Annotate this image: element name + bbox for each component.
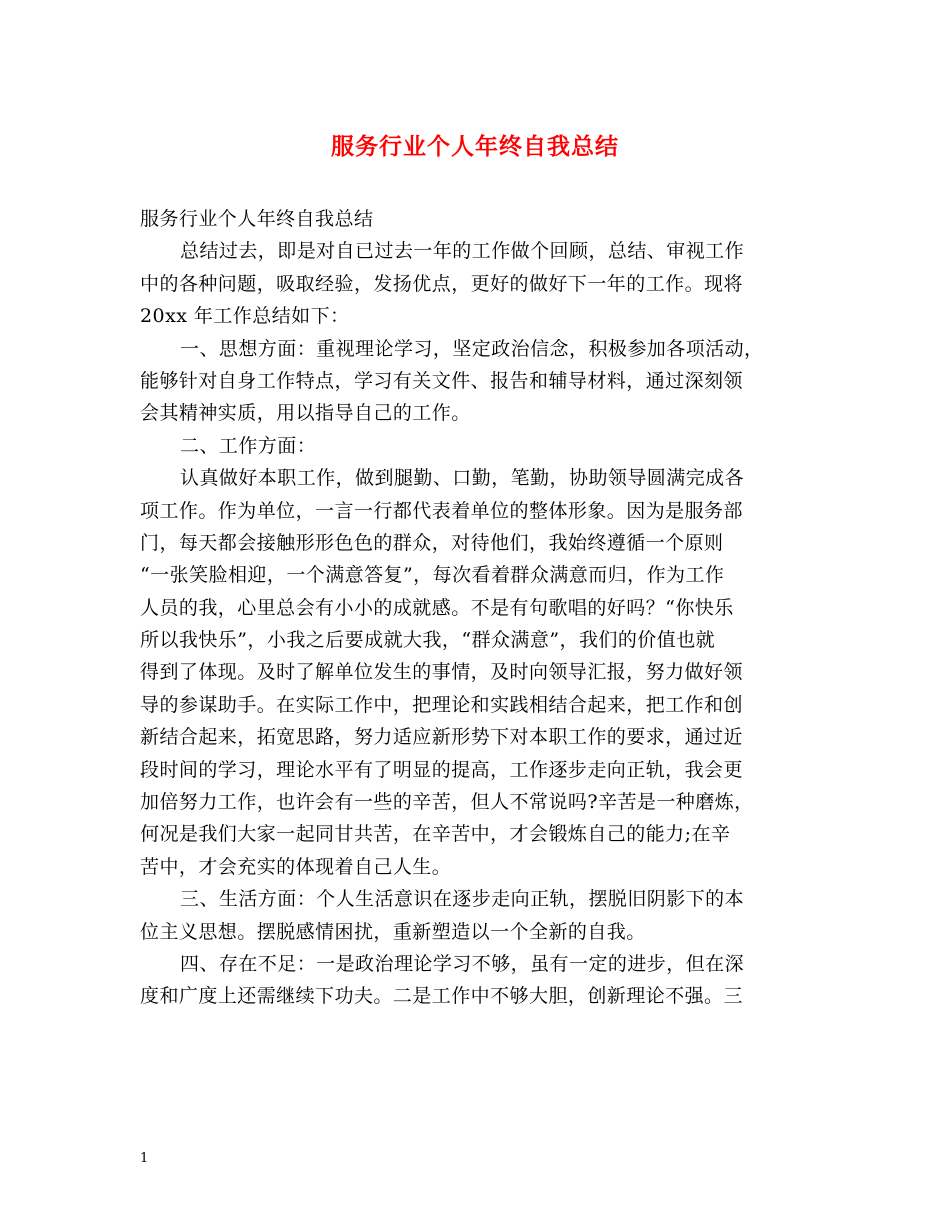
text-line: 何况是我们大家一起同甘共苦，在辛苦中，才会锻炼自己的能力;在辛 — [140, 823, 731, 846]
text-line: 认真做好本职工作，做到腿勤、口勤，笔勤，协助领导圆满完成各 — [180, 467, 745, 490]
body-text — [140, 203, 812, 1013]
page-title: 服务行业个人年终自我总结 — [331, 133, 619, 160]
text-line: 所以我快乐”，小我之后要成就大我，“群众满意”，我们的价值也就 — [140, 629, 716, 652]
text-line: 能够针对自身工作特点，学习有关文件、报告和辅导材料，通过深刻领 — [140, 369, 743, 392]
text-line: “一张笑脸相迎，一个满意答复”，每次看着群众满意而归，作为工作 — [140, 564, 725, 587]
text-line: 项工作。作为单位，一言一行都代表着单位的整体形象。因为是服务部 — [140, 499, 743, 522]
text-line: 服务行业个人年终自我总结 — [140, 208, 374, 230]
text-line: 四、存在不足：一是政治理论学习不够，虽有一定的进步，但在深 — [180, 952, 745, 975]
text-line: 人员的我，心里总会有小小的成就感。不是有句歌唱的好吗？“你快乐 — [140, 596, 734, 619]
text-line: 会其精神实质，用以指导自己的工作。 — [140, 402, 471, 425]
text-line: 三、生活方面：个人生活意识在逐步走向正轨，摆脱旧阴影下的本 — [180, 888, 745, 911]
text-line: 一、思想方面：重视理论学习，坚定政治信念，积极参加各项活动， — [180, 337, 764, 360]
text-line: 新结合起来，拓宽思路，努力适应新形势下对本职工作的要求，通过近 — [140, 726, 743, 749]
text-line: 中的各种问题，吸取经验，发扬优点，更好的做好下一年的工作。现将 — [140, 272, 743, 295]
page-number: 1 — [140, 1151, 149, 1166]
text-line: 总结过去，即是对自已过去一年的工作做个回顾，总结、审视工作 — [180, 240, 745, 263]
text-line: 苦中，才会充实的体现着自己人生。 — [140, 855, 452, 878]
text-line: 20xx 年工作总结如下： — [140, 305, 350, 328]
text-line: 导的参谋助手。在实际工作中，把理论和实践相结合起来，把工作和创 — [140, 693, 743, 716]
text-line: 得到了体现。及时了解单位发生的事情，及时向领导汇报，努力做好领 — [140, 661, 743, 684]
text-line: 段时间的学习，理论水平有了明显的提高，工作逐步走向正轨，我会更 — [140, 758, 743, 781]
text-line: 门，每天都会接触形形色色的群众，对待他们，我始终遵循一个原则 — [140, 531, 724, 554]
text-line: 二、工作方面： — [180, 434, 317, 457]
text-line: 度和广度上还需继续下功夫。二是工作中不够大胆，创新理论不强。三 — [140, 985, 743, 1008]
text-line: 加倍努力工作，也许会有一些的辛苦，但人不常说吗?辛苦是一种磨炼， — [140, 791, 754, 814]
text-line: 位主义思想。摆脱感情困扰，重新塑造以一个全新的自我。 — [140, 920, 646, 943]
